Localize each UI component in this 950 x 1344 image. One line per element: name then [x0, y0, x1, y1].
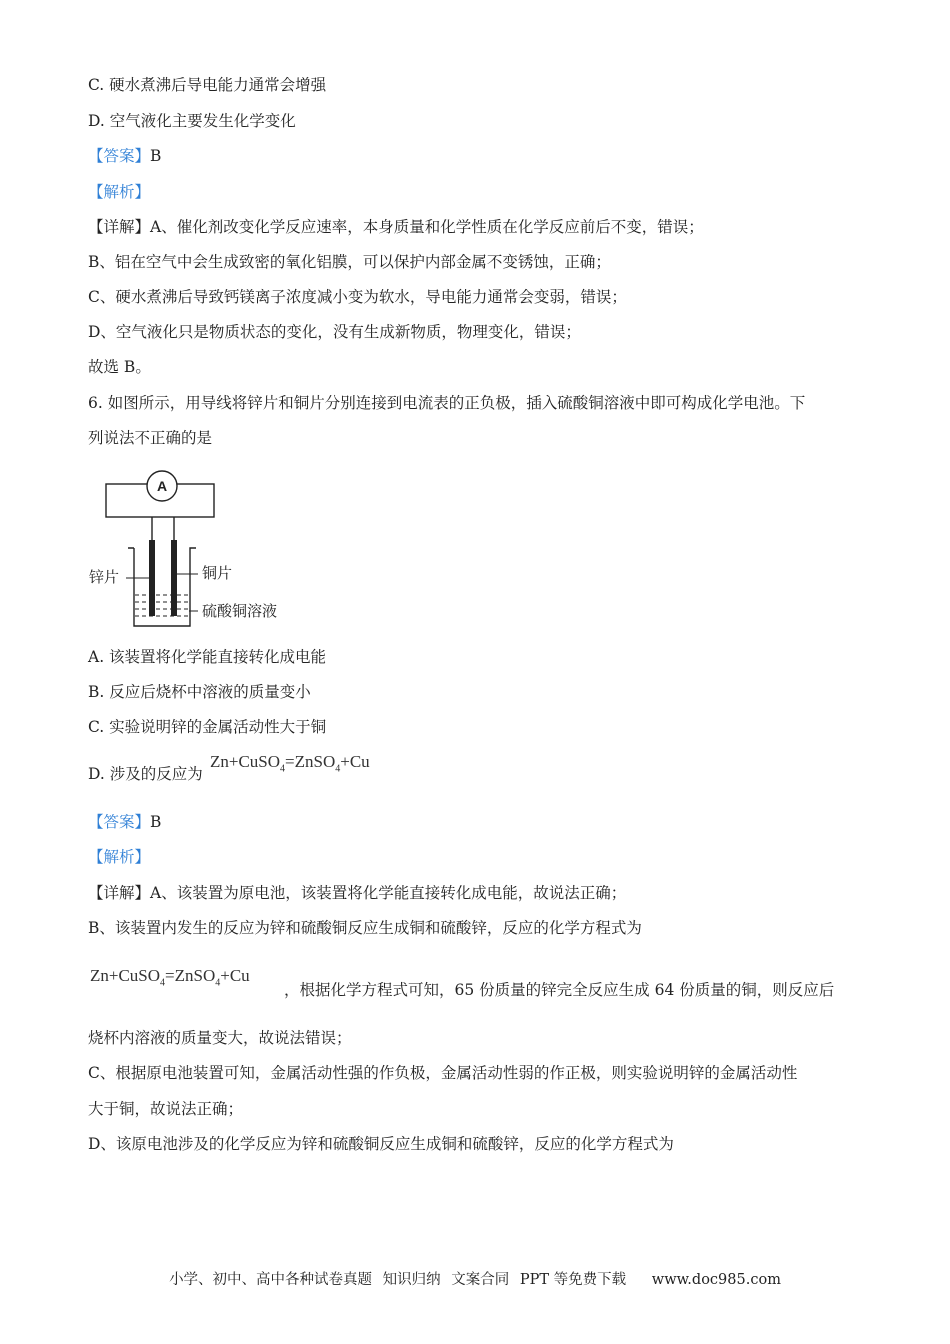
footer-text-4: PPT 等免费下载 [519, 1272, 627, 1288]
option-6c: C. 实验说明锌的金属活动性大于铜 [88, 718, 327, 736]
battery-diagram [88, 468, 298, 628]
option-6a: A. 该装置将化学能直接转化成电能 [88, 648, 327, 666]
detail-tag: 【详解】 [88, 884, 151, 902]
option-6b: B. 反应后烧杯中溶液的质量变小 [88, 683, 311, 701]
reaction-equation: Zn+CuSO$_4$=ZnSO$_4$+Cu [210, 752, 370, 775]
solution-label: 硫酸铜溶液 [202, 602, 278, 620]
analysis-5-tag: 【解析】 [88, 183, 151, 201]
footer-url[interactable]: www.doc985.com [651, 1272, 781, 1288]
answer-value: B [150, 813, 162, 831]
detail-6-b-line1: B、该装置内发生的反应为锌和硫酸铜反应生成铜和硫酸锌，反应的化学方程式为 [88, 919, 642, 937]
detail-5-b: B、铝在空气中会生成致密的氧化铝膜，可以保护内部金属不变锈蚀，正确； [88, 253, 611, 271]
footer-text-1: 小学、初中、高中各种试卷真题 [169, 1272, 373, 1288]
zinc-electrode [149, 540, 155, 616]
detail-5-c: C、硬水煮沸后导致钙镁离子浓度减小变为软水，导电能力通常会变弱，错误； [88, 288, 627, 306]
option-5d: D. 空气液化主要发生化学变化 [88, 112, 296, 130]
analysis-6-tag: 【解析】 [88, 848, 151, 866]
copper-electrode [171, 540, 177, 616]
answer-6 [88, 811, 161, 833]
answer-5 [88, 145, 161, 167]
answer-tag: 【答案】 [88, 813, 151, 831]
option-6d: D. 涉及的反应为 [88, 765, 203, 783]
question-6-line2: 列说法不正确的是 [88, 429, 213, 447]
detail-6-c-line1: C、根据原电池装置可知，金属活动性强的作负极，金属活动性弱的作正极，则实验说明锌的金属活动性 [88, 1064, 798, 1082]
answer-tag: 【答案】 [88, 147, 151, 165]
detail-5-a [88, 216, 704, 238]
page-footer [0, 1268, 950, 1289]
detail-6-c-line2: 大于铜，故说法正确； [88, 1100, 244, 1118]
ammeter-label: A [156, 478, 168, 494]
detail-tag: 【详解】 [88, 218, 151, 236]
beaker [128, 548, 196, 626]
question-6-line1: 6. 如图所示，用导线将锌片和铜片分别连接到电流表的正负极，插入硫酸铜溶液中即可构成化学电池。下 [88, 394, 806, 412]
zinc-label: 锌片 [89, 568, 120, 586]
detail-6-b-line2: ，根据化学方程式可知，65 份质量的锌完全反应生成 64 份质量的铜，则反应后 [284, 981, 835, 999]
detail-6-d: D、该原电池涉及的化学反应为锌和硫酸铜反应生成铜和硫酸锌，反应的化学方程式为 [88, 1135, 674, 1153]
option-5c: C. 硬水煮沸后导电能力通常会增强 [88, 76, 327, 94]
detail-6-a [88, 882, 626, 904]
footer-text-3: 文案合同 [451, 1272, 510, 1288]
detail-text: A、该装置为原电池，该装置将化学能直接转化成电能，故说法正确； [150, 884, 627, 902]
copper-label: 铜片 [202, 564, 233, 582]
reaction-equation-inline: Zn+CuSO$_4$=ZnSO$_4$+Cu [90, 966, 250, 989]
footer-text-2: 知识归纳 [382, 1272, 441, 1288]
conclusion-5: 故选 B。 [88, 358, 151, 376]
detail-6-b-line3: 烧杯内溶液的质量变大，故说法错误； [88, 1029, 352, 1047]
detail-text: A、催化剂改变化学反应速率，本身质量和化学性质在化学反应前后不变，错误； [150, 218, 704, 236]
answer-value: B [150, 147, 162, 165]
detail-5-d: D、空气液化只是物质状态的变化，没有生成新物质，物理变化，错误； [88, 323, 581, 341]
